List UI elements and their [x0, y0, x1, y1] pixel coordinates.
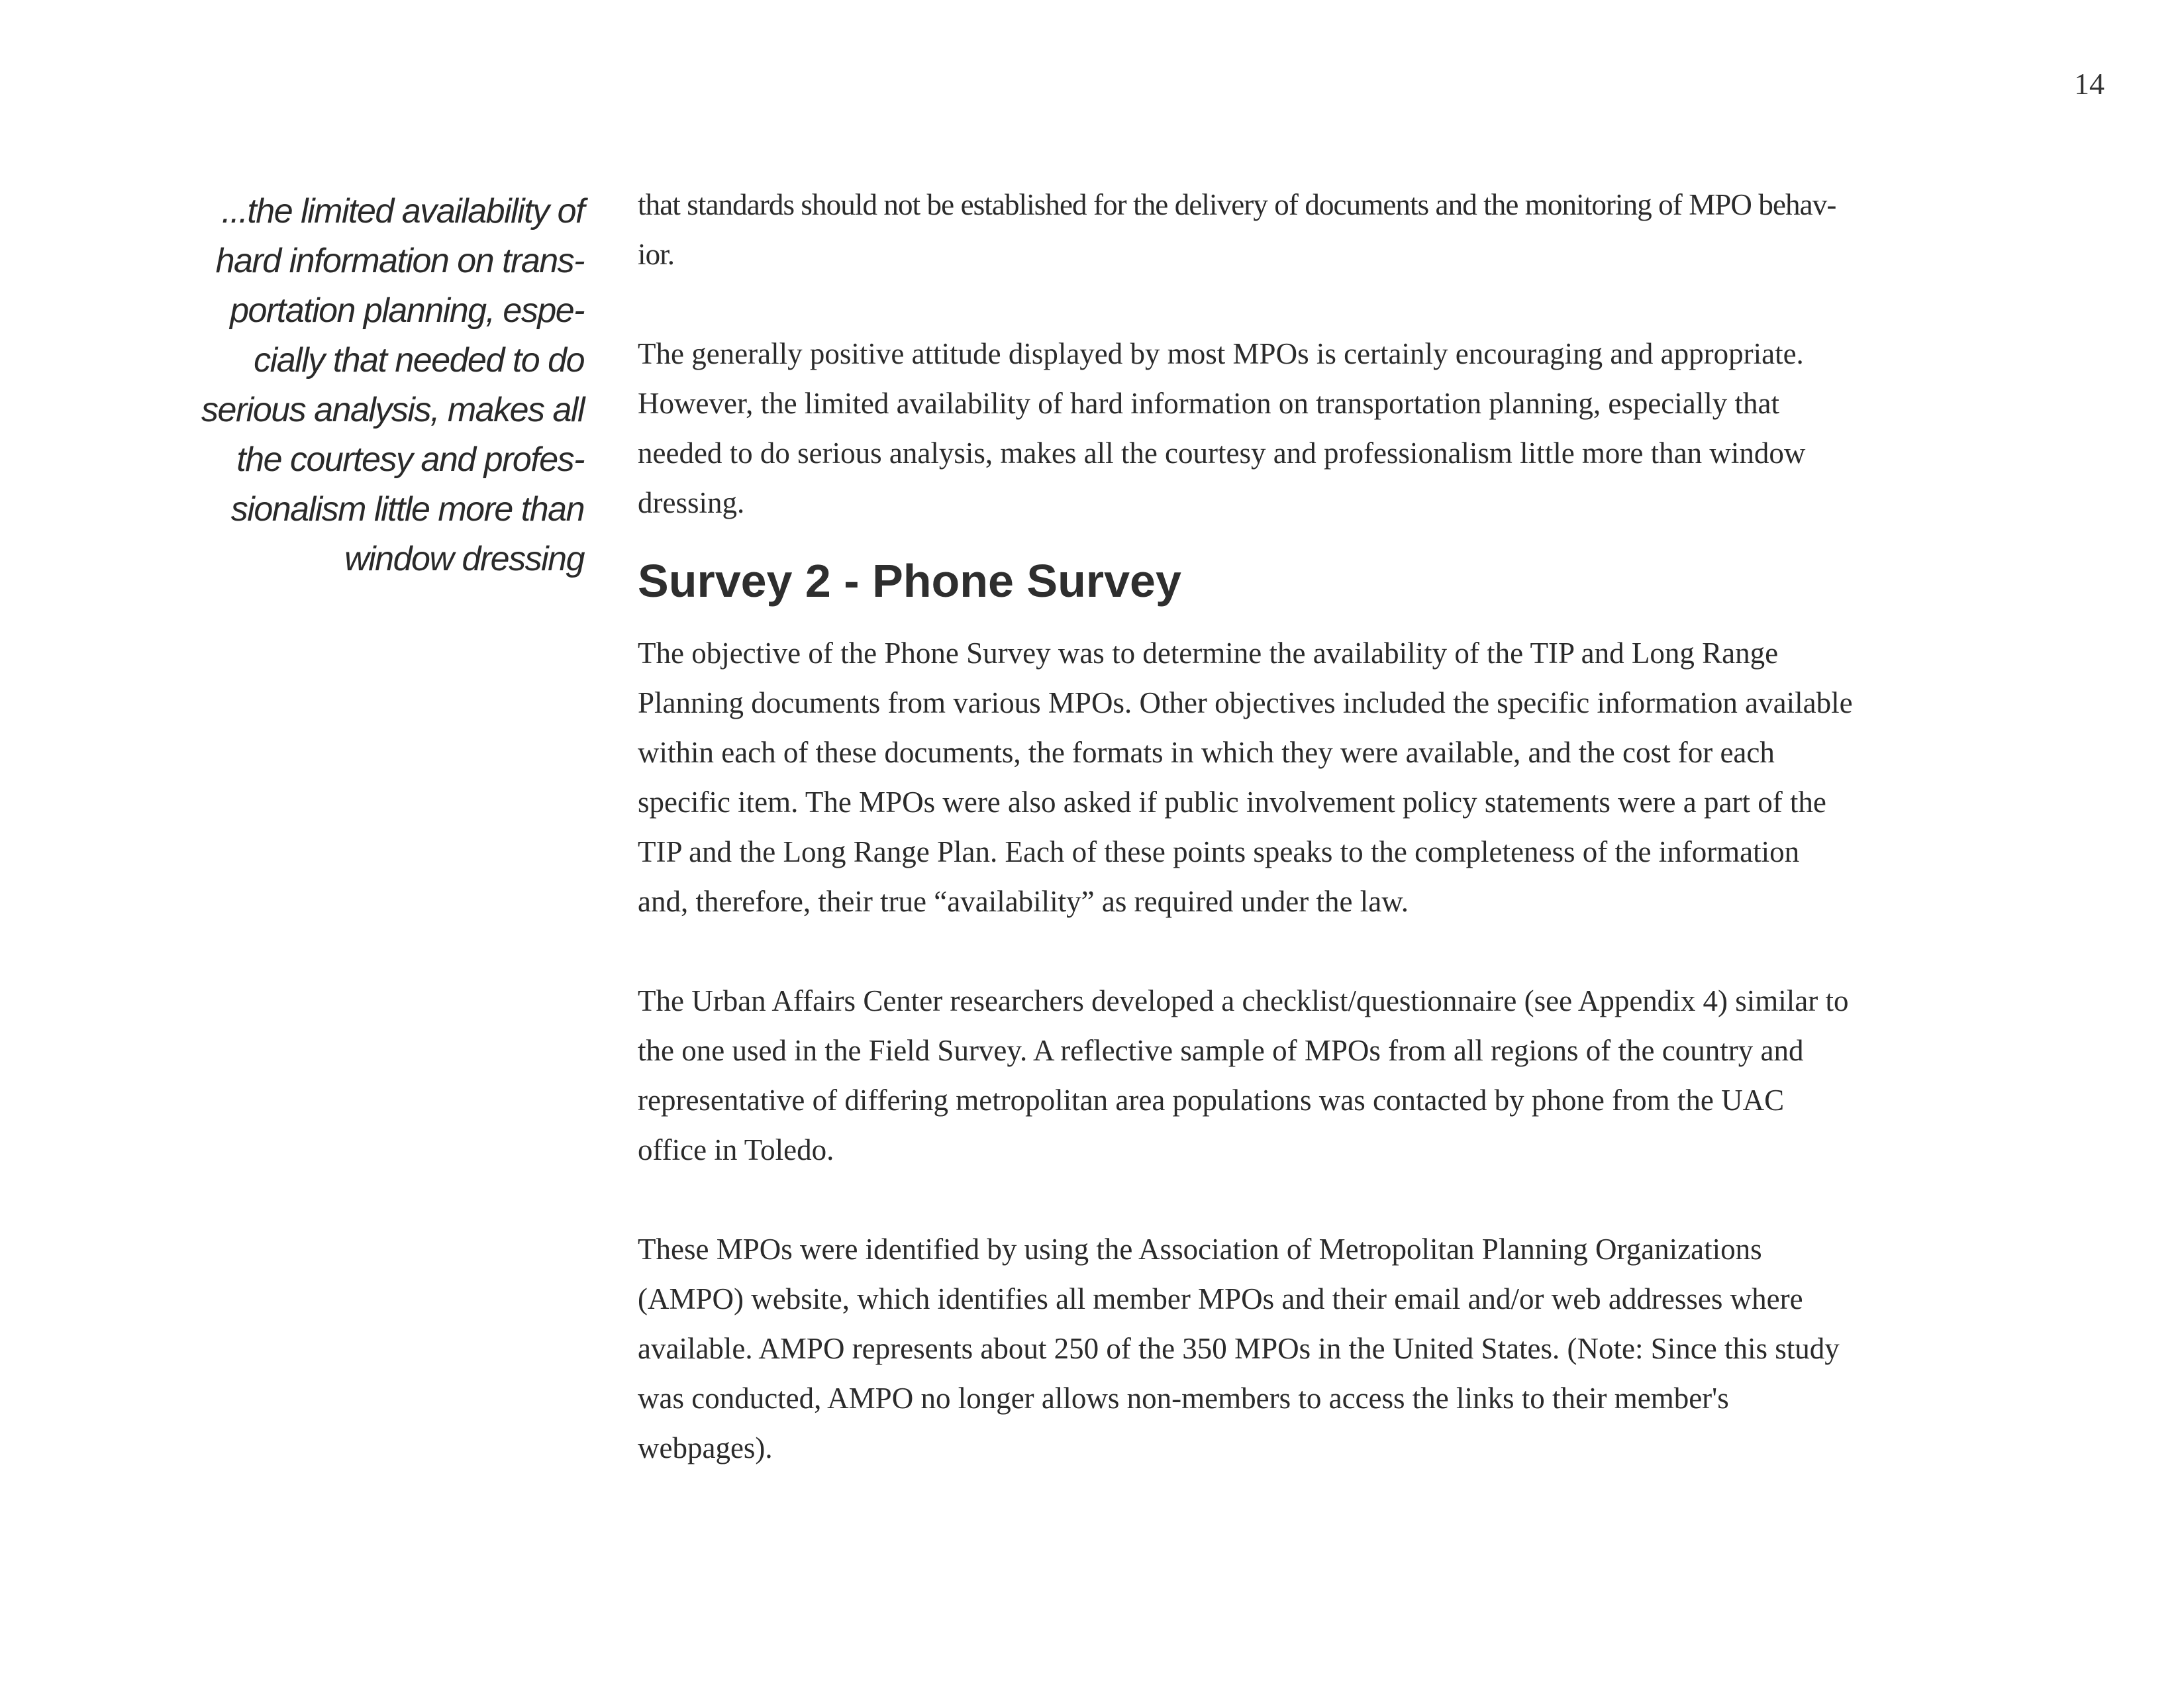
paragraph-spacer: [638, 1175, 1989, 1225]
text-line: office in Toledo.: [638, 1133, 834, 1166]
pull-quote-line: sionalism little more than: [230, 490, 584, 529]
pull-quote-line: window dressing: [344, 540, 584, 578]
text-line: within each of these documents, the formats in which they were available, and the cost for each: [638, 736, 1775, 769]
text-line: Planning documents from various MPOs. Other objectives included the specific information available: [638, 686, 1853, 719]
text-line: representative of differing metropolitan area populations was contacted by phone from the UAC: [638, 1084, 1785, 1117]
paragraph-spacer: [638, 280, 1989, 329]
text-line: specific item. The MPOs were also asked if public involvement policy statements were a part of the: [638, 786, 1826, 819]
paragraph-objective: [638, 629, 1989, 927]
paragraph-methodology: [638, 976, 1989, 1175]
text-line: available. AMPO represents about 250 of the 350 MPOs in the United States. (Note: Since this study: [638, 1332, 1840, 1365]
text-line: needed to do serious analysis, makes all the courtesy and professionalism little more than window: [638, 436, 1806, 470]
page-number: 14: [2074, 67, 2105, 101]
pull-quote-line: serious analysis, makes all: [201, 391, 584, 429]
text-line: ior.: [638, 238, 675, 271]
pull-quote: [179, 187, 584, 584]
text-line: webpages).: [638, 1431, 773, 1464]
text-line: However, the limited availability of hard information on transportation planning, especially that: [638, 387, 1779, 420]
pull-quote-line: hard information on trans-: [215, 242, 584, 280]
text-line: the one used in the Field Survey. A reflective sample of MPOs from all regions of the country and: [638, 1034, 1804, 1067]
text-line: TIP and the Long Range Plan. Each of these points speaks to the completeness of the information: [638, 835, 1800, 868]
paragraph-continuation: [638, 180, 1989, 280]
section-heading: Survey 2 - Phone Survey: [638, 555, 1181, 607]
text-line: dressing.: [638, 486, 745, 519]
pull-quote-line: the courtesy and profes-: [236, 440, 584, 479]
text-line: These MPOs were identified by using the Association of Metropolitan Planning Organizations: [638, 1233, 1762, 1266]
main-text-column: [638, 180, 1989, 1473]
paragraph-ampo: [638, 1225, 1989, 1473]
pull-quote-line: ...the limited availability of: [221, 192, 584, 230]
text-line: (AMPO) website, which identifies all member MPOs and their email and/or web addresses where: [638, 1282, 1803, 1315]
text-line: The Urban Affairs Center researchers developed a checklist/questionnaire (see Appendix 4) similar to: [638, 984, 1849, 1017]
text-line: was conducted, AMPO no longer allows non-members to access the links to their member's: [638, 1382, 1729, 1415]
text-line: that standards should not be established for the delivery of documents and the monitoring of MPO behav-: [638, 188, 1836, 221]
paragraph-spacer: [638, 927, 1989, 976]
pull-quote-line: portation planning, espe-: [230, 291, 584, 330]
text-line: and, therefore, their true “availability” as required under the law.: [638, 885, 1409, 918]
text-line: The generally positive attitude displayed by most MPOs is certainly encouraging and appropriate.: [638, 337, 1804, 370]
text-line: The objective of the Phone Survey was to determine the availability of the TIP and Long Range: [638, 637, 1779, 670]
paragraph-attitude: [638, 329, 1989, 528]
pull-quote-line: cially that needed to do: [254, 341, 584, 380]
